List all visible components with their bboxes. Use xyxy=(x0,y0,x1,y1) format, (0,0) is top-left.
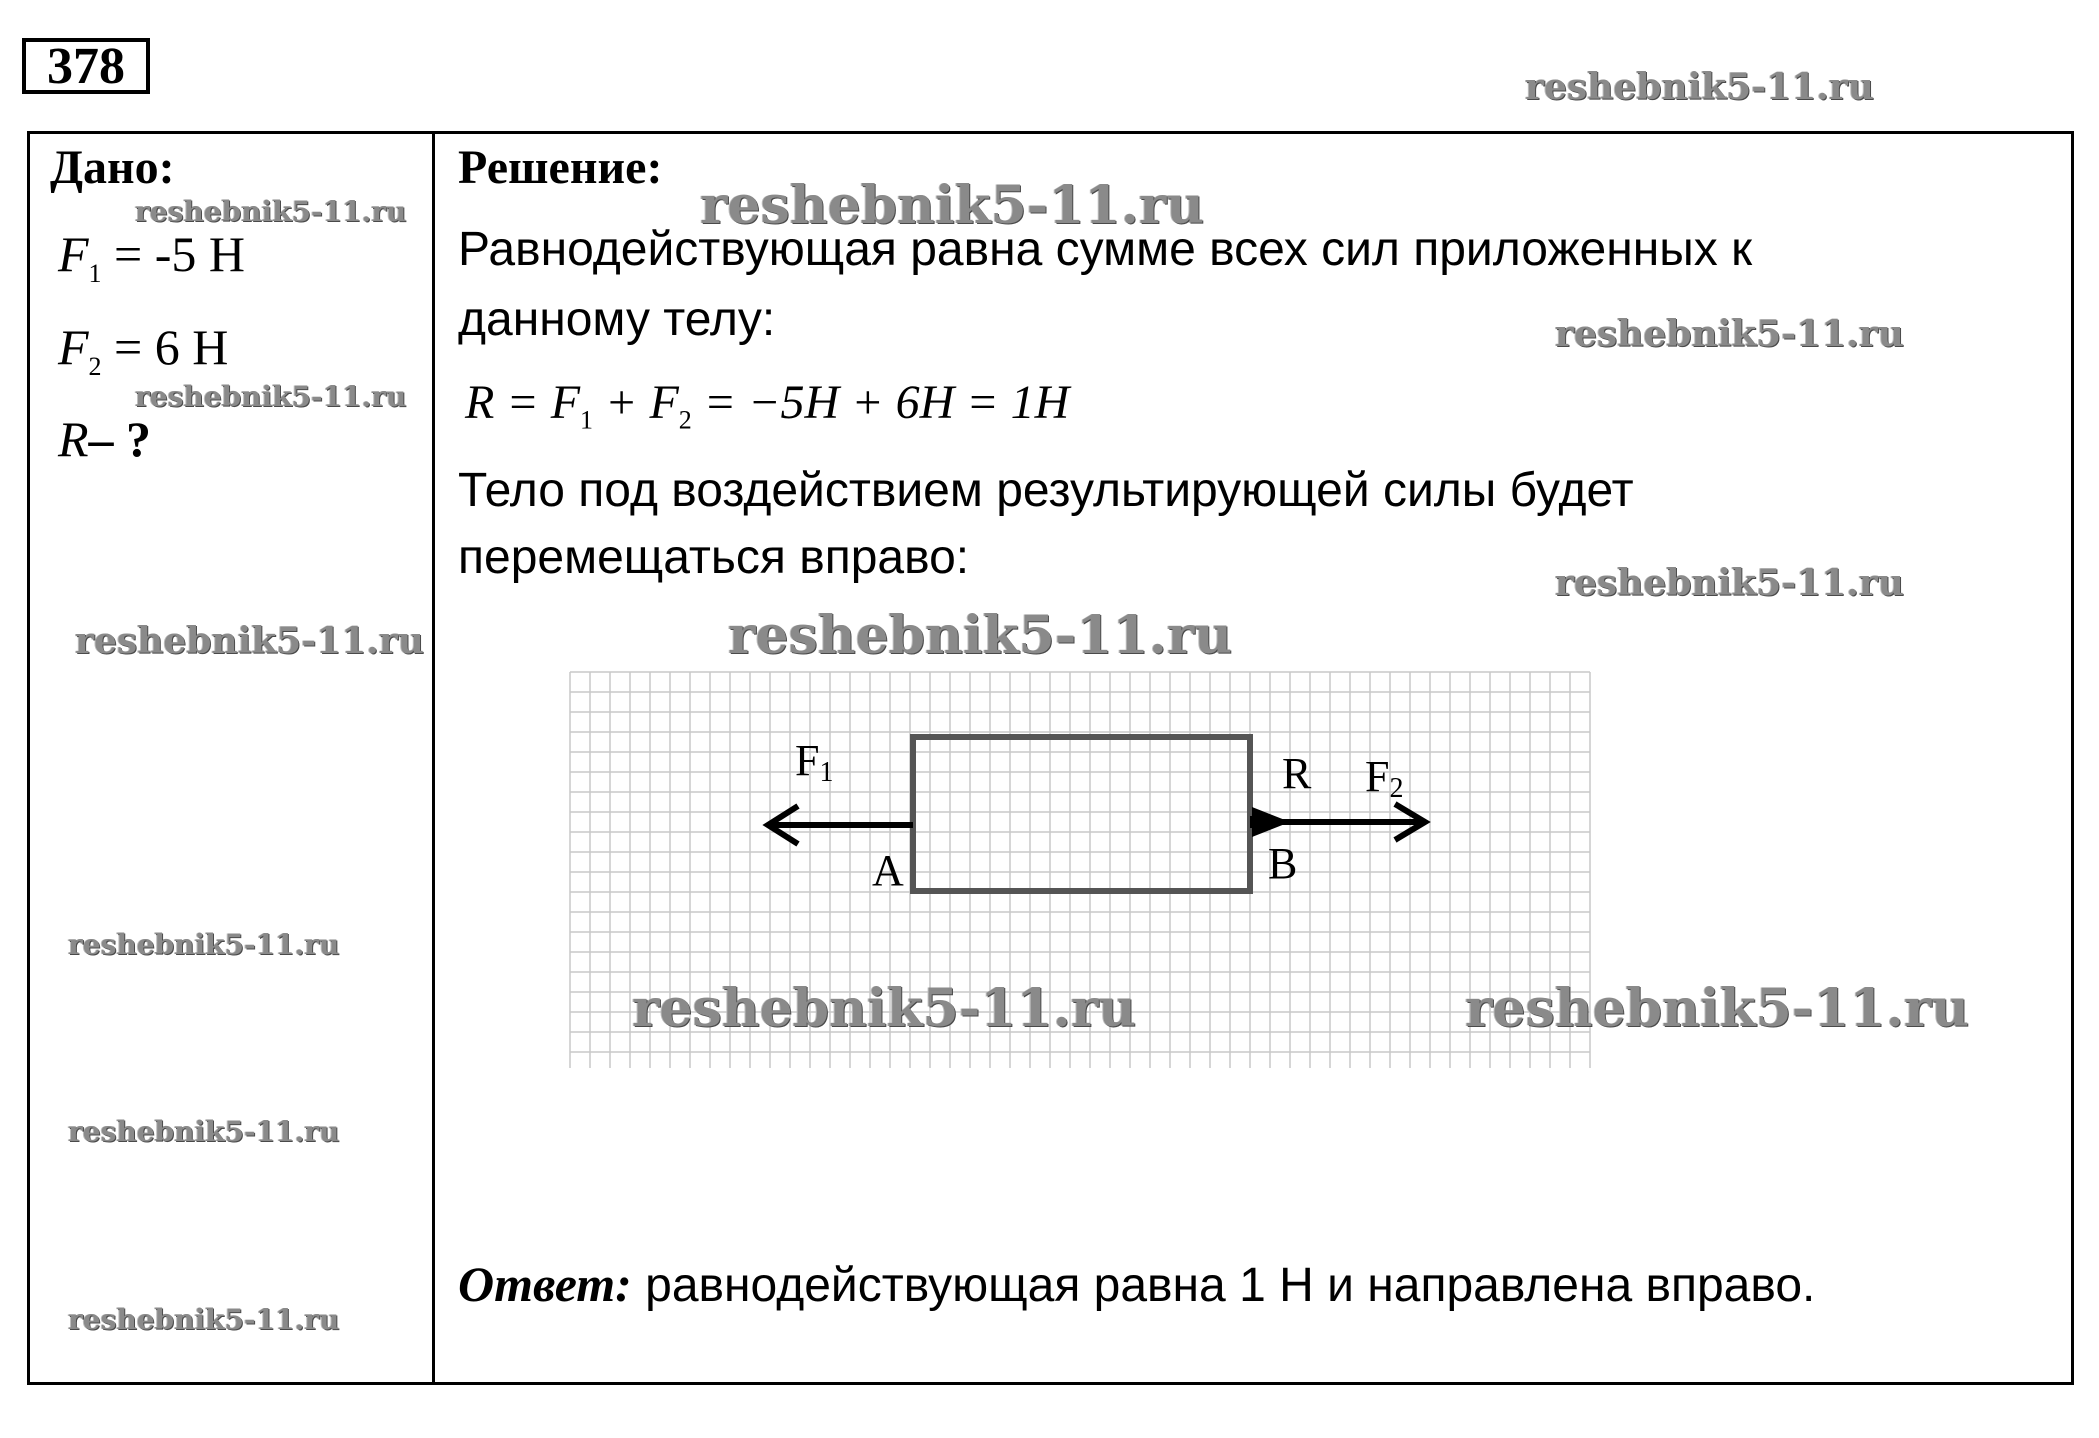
body-rectangle xyxy=(913,737,1250,891)
label-r: R xyxy=(1282,749,1312,798)
watermark: reshebnik5-11.ru xyxy=(728,605,1233,666)
formula-rest: = −5H + 6H = 1H xyxy=(691,376,1070,429)
formula-sub1: 1 xyxy=(580,405,594,435)
watermark: reshebnik5-11.ru xyxy=(75,620,424,662)
formula-f1: F xyxy=(550,376,581,429)
label-f1: F1 xyxy=(795,736,834,788)
watermark: reshebnik5-11.ru xyxy=(1465,978,1970,1039)
watermark: reshebnik5-11.ru xyxy=(135,380,407,413)
unknown-question: ? xyxy=(126,411,152,467)
answer-label: Ответ: xyxy=(458,1256,632,1312)
f2-symbol: F xyxy=(58,319,89,375)
label-b: B xyxy=(1268,839,1298,888)
watermark: reshebnik5-11.ru xyxy=(68,1115,340,1148)
formula-plus: + xyxy=(593,376,650,429)
formula-eq: = xyxy=(494,376,551,429)
watermark: reshebnik5-11.ru xyxy=(68,928,340,961)
watermark: reshebnik5-11.ru xyxy=(68,1303,340,1336)
solution-line-2: данному телу: xyxy=(458,293,776,346)
f1-subscript: 1 xyxy=(88,259,102,288)
unknown-dash: – xyxy=(88,411,114,467)
solution-title: Решение: xyxy=(458,141,663,194)
watermark: reshebnik5-11.ru xyxy=(135,195,407,228)
label-f2: F2 xyxy=(1365,752,1404,804)
f1-value: = -5 Н xyxy=(114,226,246,282)
f2-subscript: 2 xyxy=(88,352,102,381)
formula-sub2: 2 xyxy=(678,405,692,435)
solution-line-4: перемещаться вправо: xyxy=(458,531,970,584)
answer xyxy=(458,1255,1815,1313)
problem-number: 378 xyxy=(22,38,150,94)
formula-f2: F xyxy=(649,376,679,429)
watermark: reshebnik5-11.ru xyxy=(700,175,1205,236)
watermark: reshebnik5-11.ru xyxy=(1555,562,1904,604)
f1-symbol: F xyxy=(58,226,89,282)
watermark: reshebnik5-11.ru xyxy=(632,978,1137,1039)
solution-line-3: Тело под воздействием результирующей силы будет xyxy=(458,464,1634,517)
f2-value: = 6 Н xyxy=(114,319,229,375)
watermark: reshebnik5-11.ru xyxy=(1525,66,1874,108)
watermark: reshebnik5-11.ru xyxy=(1555,313,1904,355)
formula-r: R xyxy=(465,376,495,429)
label-a: A xyxy=(872,846,904,895)
solution-line-1: Равнодействующая равна сумме всех сил приложенных к xyxy=(458,223,1753,276)
answer-text: равнодействующая равна 1 Н и направлена вправо. xyxy=(631,1259,1816,1312)
unknown-symbol: R xyxy=(58,411,89,467)
given-title: Дано: xyxy=(50,141,175,194)
